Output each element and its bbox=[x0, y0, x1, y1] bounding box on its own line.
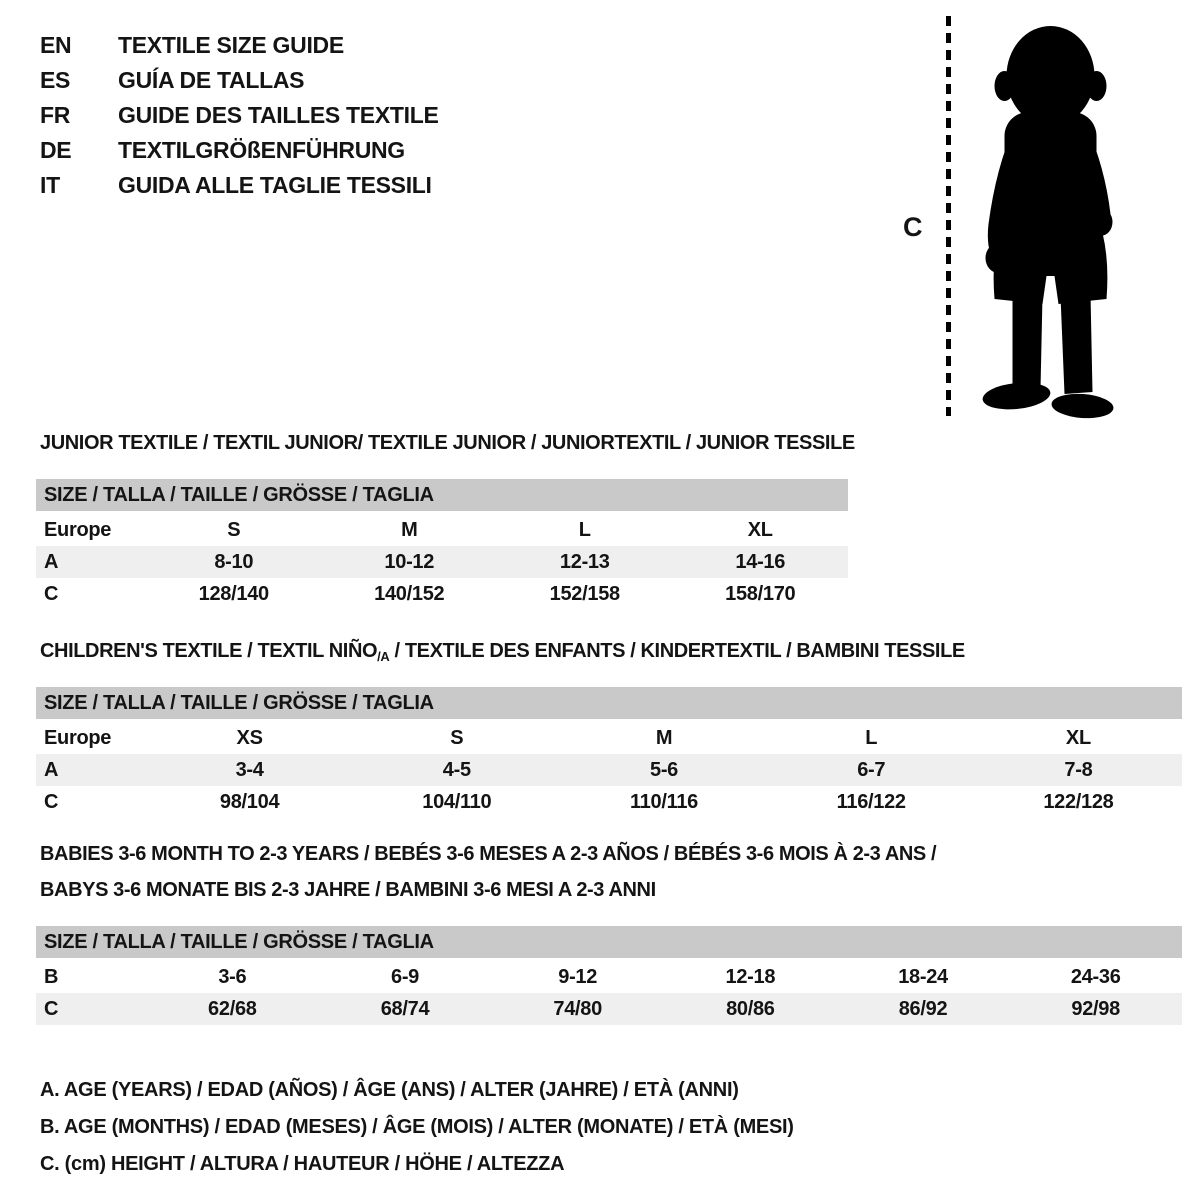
row-label: B bbox=[44, 965, 59, 988]
table-cell: 7-8 bbox=[1064, 758, 1093, 781]
table-cell: 86/92 bbox=[898, 997, 948, 1020]
table-cell: 110/116 bbox=[630, 790, 698, 813]
table-cell: 128/140 bbox=[198, 582, 269, 605]
table-row bbox=[36, 546, 848, 578]
table-cell: 92/98 bbox=[1071, 997, 1120, 1020]
table-cell: 6-7 bbox=[857, 758, 886, 781]
measurement-legend bbox=[40, 1072, 794, 1183]
language-code: DE bbox=[40, 137, 72, 163]
row-label: C bbox=[44, 790, 59, 813]
table-cell: 140/152 bbox=[374, 582, 445, 605]
language-row bbox=[40, 98, 439, 133]
table-cell: L bbox=[865, 726, 878, 749]
babies-table-rows bbox=[36, 961, 1182, 1025]
table-cell: 122/128 bbox=[1043, 790, 1114, 813]
table-row bbox=[36, 514, 848, 546]
junior-size-table bbox=[36, 479, 848, 610]
table-cell: 8-10 bbox=[214, 550, 254, 573]
table-cell: 74/80 bbox=[553, 997, 602, 1020]
babies-section-title-line1: BABIES 3-6 MONTH TO 2-3 YEARS / BEBÉS 3-6 MESES A 2-3 AÑOS / BÉBÉS 3-6 MOIS À 2-3 ANS / bbox=[40, 843, 937, 865]
table-cell: 18-24 bbox=[898, 965, 948, 988]
language-row bbox=[40, 168, 439, 203]
table-cell: S bbox=[450, 726, 464, 749]
babies-section-title-line2: BABYS 3-6 MONATE BIS 2-3 JAHRE / BAMBINI 3-6 MESI A 2-3 ANNI bbox=[40, 879, 656, 901]
legend-row: A. AGE (YEARS) / EDAD (AÑOS) / ÂGE (ANS) / ALTER (JAHRE) / ETÀ (ANNI) bbox=[40, 1079, 739, 1101]
table-cell: 116/122 bbox=[836, 790, 906, 813]
table-cell: 5-6 bbox=[650, 758, 679, 781]
table-cell: XL bbox=[1065, 726, 1091, 749]
children-title-text: CHILDREN'S TEXTILE / TEXTIL NIÑO bbox=[40, 640, 378, 662]
table-cell: 4-5 bbox=[442, 758, 471, 781]
row-label: Europe bbox=[44, 518, 112, 541]
table-cell: 14-16 bbox=[735, 550, 786, 573]
junior-table-rows bbox=[36, 514, 848, 610]
table-cell: S bbox=[227, 518, 241, 541]
legend-row: B. AGE (MONTHS) / EDAD (MESES) / ÂGE (MOIS) / ALTER (MONATE) / ETÀ (MESI) bbox=[40, 1116, 794, 1138]
table-cell: 68/74 bbox=[380, 997, 430, 1020]
children-section-title bbox=[40, 640, 965, 663]
language-row bbox=[40, 28, 439, 63]
children-title-subscript: /A bbox=[377, 649, 390, 664]
table-cell: 24-36 bbox=[1070, 965, 1121, 988]
language-row bbox=[40, 133, 439, 168]
table-cell: 9-12 bbox=[558, 965, 598, 988]
size-table-header: SIZE / TALLA / TAILLE / GRÖSSE / TAGLIA bbox=[36, 479, 848, 511]
table-cell: L bbox=[578, 518, 591, 541]
language-code: EN bbox=[40, 32, 72, 58]
table-cell: 12-18 bbox=[725, 965, 776, 988]
table-row bbox=[36, 993, 1182, 1025]
language-code: ES bbox=[40, 67, 71, 93]
legend-row: C. (cm) HEIGHT / ALTURA / HAUTEUR / HÖHE / ALTEZZA bbox=[40, 1153, 565, 1175]
table-cell: 158/170 bbox=[725, 582, 796, 605]
junior-section-title: JUNIOR TEXTILE / TEXTIL JUNIOR/ TEXTILE JUNIOR / JUNIORTEXTIL / JUNIOR TESSILE bbox=[40, 432, 855, 454]
language-title: GUÍA DE TALLAS bbox=[118, 67, 305, 93]
table-cell: 152/158 bbox=[549, 582, 620, 605]
table-cell: 12-13 bbox=[559, 550, 610, 573]
language-row bbox=[40, 63, 439, 98]
table-cell: XL bbox=[747, 518, 773, 541]
language-code: FR bbox=[40, 102, 71, 128]
row-label: A bbox=[44, 758, 59, 781]
table-cell: 6-9 bbox=[391, 965, 420, 988]
size-table-header: SIZE / TALLA / TAILLE / GRÖSSE / TAGLIA bbox=[36, 687, 1182, 719]
table-cell: 10-12 bbox=[384, 550, 435, 573]
row-label: C bbox=[44, 582, 59, 605]
children-title-rest: / TEXTILE DES ENFANTS / KINDERTEXTIL / BAMBINI TESSILE bbox=[389, 640, 965, 662]
table-cell: 104/110 bbox=[422, 790, 492, 813]
table-row bbox=[36, 722, 1182, 754]
language-code: IT bbox=[40, 172, 60, 198]
table-cell: 3-6 bbox=[218, 965, 247, 988]
language-list bbox=[40, 28, 439, 203]
table-cell: M bbox=[655, 726, 673, 749]
row-label: Europe bbox=[44, 726, 112, 749]
table-cell: M bbox=[401, 518, 418, 541]
language-title: GUIDE DES TAILLES TEXTILE bbox=[118, 102, 439, 128]
table-cell: XS bbox=[236, 726, 263, 749]
children-table-rows bbox=[36, 722, 1182, 818]
table-row bbox=[36, 578, 848, 610]
row-label: A bbox=[44, 550, 59, 573]
table-cell: 80/86 bbox=[726, 997, 775, 1020]
toddler-silhouette bbox=[958, 14, 1143, 424]
height-measure-label: C bbox=[903, 212, 923, 242]
table-row bbox=[36, 786, 1182, 818]
language-title: GUIDA ALLE TAGLIE TESSILI bbox=[118, 172, 432, 198]
row-label: C bbox=[44, 997, 59, 1020]
table-row bbox=[36, 754, 1182, 786]
table-cell: 62/68 bbox=[208, 997, 257, 1020]
table-cell: 98/104 bbox=[219, 790, 280, 813]
babies-size-table bbox=[36, 926, 1182, 1025]
size-table-header: SIZE / TALLA / TAILLE / GRÖSSE / TAGLIA bbox=[36, 926, 1182, 958]
language-title: TEXTILGRÖßENFÜHRUNG bbox=[118, 137, 405, 163]
height-measure-dashed-line bbox=[946, 16, 951, 416]
table-cell: 3-4 bbox=[235, 758, 264, 781]
table-row bbox=[36, 961, 1182, 993]
language-title: TEXTILE SIZE GUIDE bbox=[118, 32, 344, 58]
children-size-table bbox=[36, 687, 1182, 818]
